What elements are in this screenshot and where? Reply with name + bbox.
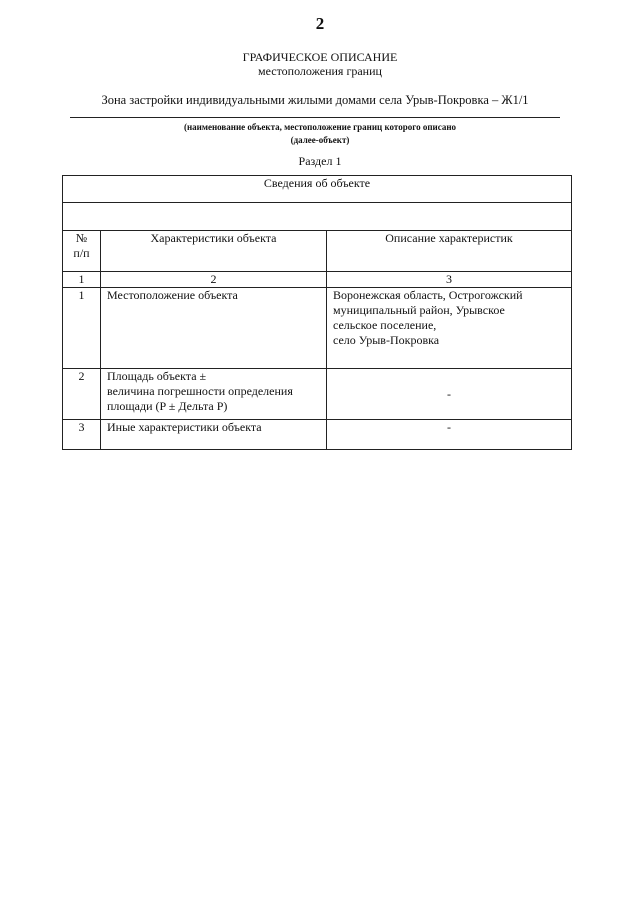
object-name-caption-line1: (наименование объекта, местоположение границ которого описано [183, 122, 457, 132]
table-title-row [63, 176, 572, 203]
object-info-table [62, 175, 572, 450]
document-title-line2: местоположения границ [258, 64, 382, 78]
column-number-row [63, 272, 572, 288]
row-description: Воронежская область, Острогожский муниципальный район, Урывское сельское поселение, село Урыв-Покровка [327, 288, 572, 369]
column-number: 2 [101, 272, 327, 288]
page-number: 2 [315, 14, 325, 33]
table-empty-row [63, 203, 572, 231]
object-name-caption [0, 121, 640, 147]
row-num: 3 [63, 420, 101, 450]
header-description: Описание характеристик [327, 231, 572, 272]
object-name: Зона застройки индивидуальными жилыми домами села Урыв-Покровка – Ж1/1 [101, 93, 529, 107]
table-row [63, 288, 572, 369]
table-title: Сведения об объекте [63, 176, 572, 203]
table-row [63, 420, 572, 450]
column-number: 3 [327, 272, 572, 288]
row-description: - [327, 420, 572, 450]
table-empty-cell [63, 203, 572, 231]
row-num: 2 [63, 369, 101, 420]
column-number: 1 [63, 272, 101, 288]
header-characteristic: Характеристики объекта [101, 231, 327, 272]
header-num: № п/п [63, 231, 101, 272]
table-header-row [63, 231, 572, 272]
row-description: - [327, 369, 572, 420]
row-characteristic: Местоположение объекта [101, 288, 327, 369]
document-title-line1: ГРАФИЧЕСКОЕ ОПИСАНИЕ [242, 50, 398, 64]
row-characteristic: Площадь объекта ± величина погрешности определения площади (P ± Дельта P) [101, 369, 327, 420]
row-characteristic: Иные характеристики объекта [101, 420, 327, 450]
object-name-underline [70, 117, 560, 118]
document-title [0, 50, 640, 78]
table-row [63, 369, 572, 420]
row-num: 1 [63, 288, 101, 369]
section-label: Раздел 1 [298, 154, 342, 168]
object-name-caption-line2: (далее-объект) [290, 135, 350, 145]
